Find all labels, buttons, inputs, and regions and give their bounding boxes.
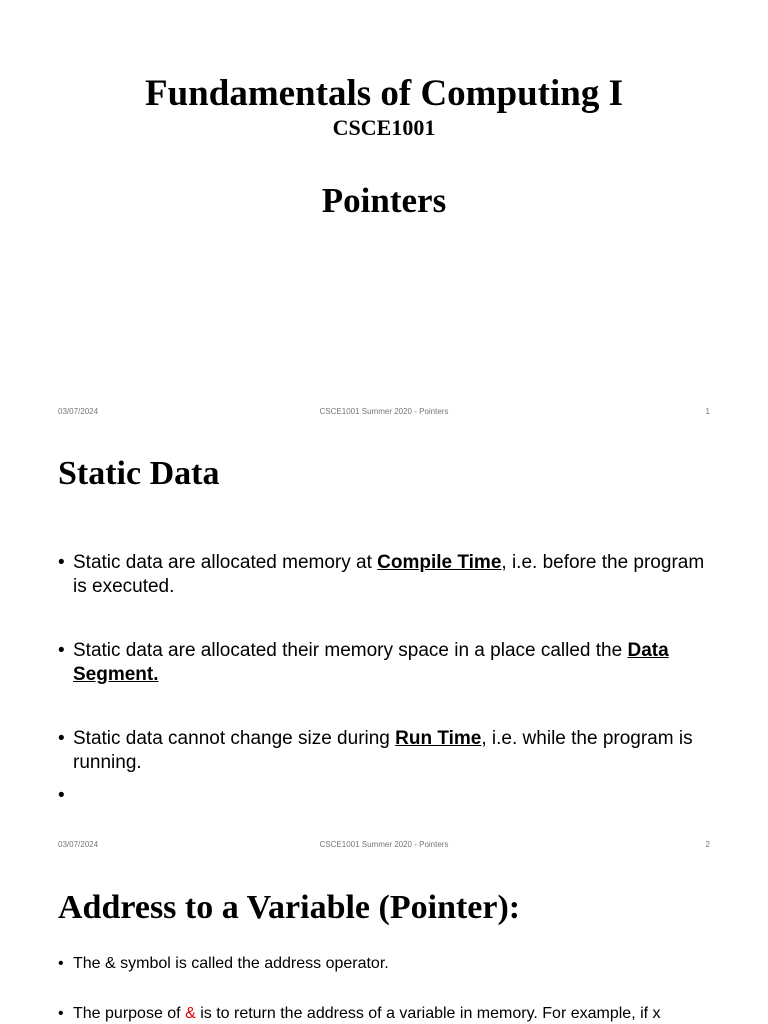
bullet-list [58, 954, 708, 1024]
list-item [58, 551, 708, 599]
slide-heading: Static Data [58, 455, 220, 492]
bullet-text: The & symbol is called the address operator. [73, 955, 389, 972]
footer-title: CSCE1001 Summer 2020 - Pointers [319, 407, 449, 416]
list-item [58, 954, 708, 974]
bullet-text: Static data are allocated their memory space in a place called the [73, 640, 628, 661]
bullet-icon: • [58, 785, 65, 806]
list-item [58, 639, 708, 687]
bullet-emphasis: Compile Time [377, 552, 502, 573]
bullet-icon: • [58, 640, 65, 661]
bullet-text: The purpose of [73, 1005, 186, 1022]
list-item [58, 1004, 708, 1024]
bullet-text: Static data are allocated memory at [73, 552, 378, 573]
footer-date: 03/07/2024 [58, 407, 99, 416]
address-operator-symbol: & [185, 1005, 196, 1022]
slide-static-data [0, 430, 768, 860]
bullet-text: , i.e. while the program is running. [73, 728, 693, 773]
bullet-emphasis: Run Time [395, 728, 482, 749]
bullet-icon: • [58, 955, 64, 972]
bullet-icon: • [58, 552, 65, 573]
slide-footer [58, 407, 710, 419]
course-code: CSCE1001 [332, 115, 436, 140]
empty-bullet [58, 784, 65, 808]
footer-date: 03/07/2024 [58, 840, 99, 849]
bullet-text: is to return the address of a variable in memory. For example, if x [195, 1005, 661, 1022]
slide-address-operator [0, 860, 768, 1024]
slide-footer [58, 840, 710, 852]
topic-title: Pointers [321, 181, 447, 220]
course-title: Fundamentals of Computing I [144, 73, 623, 114]
bullet-text: Static data cannot change size during [73, 728, 396, 749]
footer-title: CSCE1001 Summer 2020 - Pointers [319, 840, 449, 849]
bullet-text: , i.e. before the program is executed. [73, 552, 705, 597]
slide-title [0, 0, 768, 430]
bullet-emphasis: Data Segment. [73, 640, 669, 685]
list-item [58, 727, 708, 775]
bullet-icon: • [58, 1005, 64, 1022]
bullet-list [58, 551, 708, 815]
slide-heading: Address to a Variable (Pointer): [58, 889, 521, 926]
footer-page-number: 2 [705, 840, 710, 849]
bullet-icon: • [58, 728, 65, 749]
footer-page-number: 1 [705, 407, 710, 416]
